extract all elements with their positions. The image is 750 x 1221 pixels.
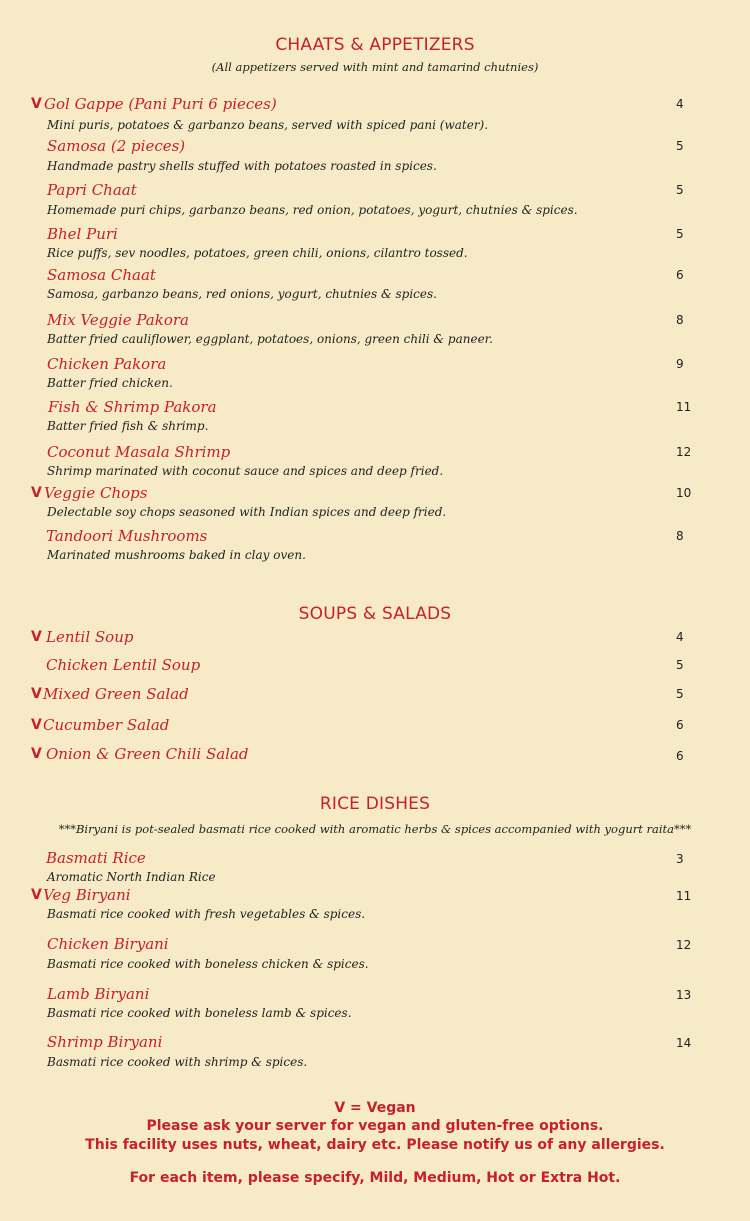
- appetizers-title: CHAATS & APPETIZERS: [275, 35, 475, 55]
- allergy-note: This facility uses nuts, wheat, dairy etc. Please notify us of any allergies.: [85, 1137, 665, 1153]
- item-name: Chicken Lentil Soup: [46, 656, 201, 674]
- item-price: 14: [676, 1036, 692, 1050]
- item-price: 6: [676, 718, 684, 732]
- item-name: Basmati Rice: [46, 849, 146, 867]
- item-description: Samosa, garbanzo beans, red onions, yogurt, chutnies & spices.: [47, 287, 437, 301]
- item-name: Samosa (2 pieces): [47, 137, 186, 155]
- item-name: Chicken Pakora: [47, 355, 167, 373]
- item-name: Veggie Chops: [44, 484, 148, 502]
- item-description: Marinated mushrooms baked in clay oven.: [47, 548, 306, 562]
- vegan-legend: V = Vegan: [334, 1100, 416, 1116]
- item-description: Shrimp marinated with coconut sauce and spices and deep fried.: [47, 464, 444, 478]
- item-price: 12: [676, 445, 692, 459]
- item-name: Mix Veggie Pakora: [47, 311, 189, 329]
- item-price: 6: [676, 749, 684, 763]
- item-description: Handmade pastry shells stuffed with potatoes roasted in spices.: [47, 159, 437, 173]
- item-name: Coconut Masala Shrimp: [47, 443, 231, 461]
- vegan-options-note: Please ask your server for vegan and gluten-free options.: [146, 1118, 604, 1134]
- item-name: Onion & Green Chili Salad: [46, 745, 249, 763]
- item-price: 8: [676, 529, 684, 543]
- item-price: 11: [676, 889, 692, 903]
- item-description: Mini puris, potatoes & garbanzo beans, served with spiced pani (water).: [47, 118, 489, 132]
- rice-title: RICE DISHES: [319, 794, 431, 814]
- item-price: 5: [676, 227, 684, 241]
- item-name: Fish & Shrimp Pakora: [48, 398, 217, 416]
- item-name: Samosa Chaat: [47, 266, 156, 284]
- item-description: Batter fried chicken.: [47, 376, 173, 390]
- vegan-mark: V: [31, 746, 42, 762]
- item-description: Basmati rice cooked with boneless lamb & spices.: [47, 1006, 352, 1020]
- rice-note: ***Biryani is pot-sealed basmati rice cooked with aromatic herbs & spices accompanied with yogurt raita***: [58, 822, 692, 836]
- item-description: Basmati rice cooked with shrimp & spices.: [47, 1055, 308, 1069]
- item-description: Rice puffs, sev noodles, potatoes, green chili, onions, cilantro tossed.: [47, 246, 468, 260]
- item-name: Lamb Biryani: [47, 985, 150, 1003]
- item-description: Basmati rice cooked with fresh vegetables & spices.: [47, 907, 366, 921]
- item-price: 3: [676, 852, 684, 866]
- item-price: 11: [676, 400, 692, 414]
- item-name: Cucumber Salad: [43, 716, 170, 734]
- item-price: 12: [676, 938, 692, 952]
- item-description: Basmati rice cooked with boneless chicken & spices.: [47, 957, 369, 971]
- item-name: Mixed Green Salad: [43, 685, 189, 703]
- item-name: Chicken Biryani: [47, 935, 169, 953]
- spice-level-note: For each item, please specify, Mild, Medium, Hot or Extra Hot.: [129, 1170, 621, 1186]
- vegan-mark: V: [31, 485, 42, 501]
- appetizers-note: (All appetizers served with mint and tamarind chutnies): [211, 60, 539, 74]
- item-description: Delectable soy chops seasoned with Indian spices and deep fried.: [47, 505, 447, 519]
- item-price: 4: [676, 630, 684, 644]
- item-description: Homemade puri chips, garbanzo beans, red onion, potatoes, yogurt, chutnies & spices.: [47, 203, 578, 217]
- soups-title: SOUPS & SALADS: [298, 604, 452, 624]
- item-description: Batter fried cauliflower, eggplant, potatoes, onions, green chili & paneer.: [47, 332, 493, 346]
- vegan-mark: V: [31, 887, 42, 903]
- item-name: Gol Gappe (Pani Puri 6 pieces): [44, 95, 277, 113]
- item-name: Bhel Puri: [47, 225, 118, 243]
- item-price: 10: [676, 486, 692, 500]
- item-name: Veg Biryani: [43, 886, 131, 904]
- item-name: Lentil Soup: [46, 628, 134, 646]
- item-price: 5: [676, 139, 684, 153]
- vegan-mark: V: [31, 629, 42, 645]
- item-price: 5: [676, 687, 684, 701]
- item-description: Batter fried fish & shrimp.: [47, 419, 209, 433]
- item-name: Shrimp Biryani: [47, 1033, 163, 1051]
- item-description: Aromatic North Indian Rice: [47, 870, 216, 884]
- item-name: Papri Chaat: [47, 181, 137, 199]
- item-price: 9: [676, 357, 684, 371]
- vegan-mark: V: [31, 717, 42, 733]
- vegan-mark: V: [31, 96, 42, 112]
- item-price: 4: [676, 97, 684, 111]
- item-price: 8: [676, 313, 684, 327]
- item-price: 13: [676, 988, 692, 1002]
- item-price: 5: [676, 658, 684, 672]
- item-price: 6: [676, 268, 684, 282]
- vegan-mark: V: [31, 686, 42, 702]
- item-name: Tandoori Mushrooms: [46, 527, 208, 545]
- item-price: 5: [676, 183, 684, 197]
